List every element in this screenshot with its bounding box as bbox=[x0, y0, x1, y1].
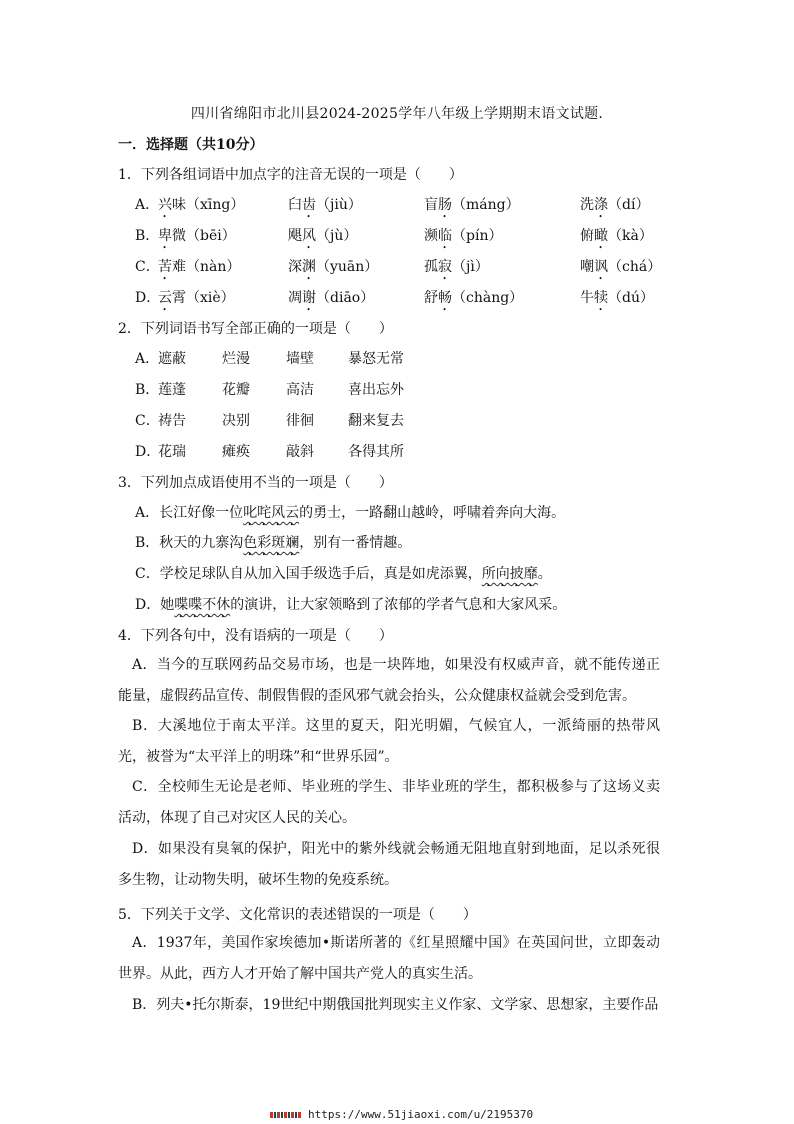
question-1-option-item: 卑微（bēi） bbox=[158, 228, 236, 244]
question-1-option-item: 云霄（xiè） bbox=[158, 290, 235, 306]
question-1-option-item: 凋谢（diāo） bbox=[288, 290, 375, 306]
question-2-option-item: 墙壁 bbox=[286, 351, 314, 367]
option-text: D．她 bbox=[135, 597, 175, 613]
question-2-option-item: 高洁 bbox=[286, 382, 314, 398]
footer-url[interactable] bbox=[270, 1108, 533, 1121]
question-2-option-item: 喜出忘外 bbox=[348, 382, 404, 398]
question-1-option-item: 牛犊（dú） bbox=[580, 290, 654, 306]
question-4-option-a: A．当今的互联网药品交易市场，也是一块阵地，如果没有权威声音，就不能传递正能量，虚假药品宣传、制假售假的歪风邪气就会抬头，公众健康权益就会受到危害。 bbox=[118, 657, 660, 704]
question-3-option-d bbox=[135, 594, 566, 621]
question-2-option-label: D． bbox=[135, 444, 161, 460]
question-5-stem: 5．下列关于文学、文化常识的表述错误的一项是（ ） bbox=[118, 907, 477, 923]
section-heading: 一．选择题（共10分） bbox=[118, 137, 264, 153]
question-2-option-item: 翻来复去 bbox=[348, 413, 404, 429]
question-5-option-a: A．1937年，美国作家埃德加•斯诺所著的《红星照耀中国》在英国问世，立即轰动世界。从此，西方人才开始了解中国共产党人的真实生活。 bbox=[118, 935, 660, 982]
question-5-option-b: B．列夫•托尔斯泰，19世纪中期俄国批判现实主义作家、文学家、思想家，主要作品 bbox=[132, 997, 659, 1013]
question-1-option-label: C． bbox=[135, 259, 160, 275]
question-2-option-item: 烂漫 bbox=[222, 351, 250, 367]
question-1-option-item: 兴味（xīng） bbox=[158, 197, 245, 213]
question-2-option-label: B． bbox=[135, 382, 160, 398]
question-2-option-label: A． bbox=[135, 351, 160, 367]
question-4-option-b: B．大溪地位于南太平洋。这里的夏天，阳光明媚，气候宜人，一派绮丽的热带风光，被誉为“太平洋上的明珠”和“世界乐园”。 bbox=[118, 718, 660, 765]
question-3-stem: 3．下列加点成语使用不当的一项是（ ） bbox=[118, 475, 393, 491]
question-1-option-item: 飓风（jù） bbox=[288, 228, 358, 244]
question-3-option-a bbox=[135, 502, 565, 529]
question-1-option-item: 深渊（yuān） bbox=[288, 259, 379, 275]
question-2-option-item: 暴怒无常 bbox=[348, 351, 404, 367]
question-4-option-d: D．如果没有臭氧的保护，阳光中的紫外线就会畅通无阻地直射到地面，足以杀死很多生物，让动物失明，破坏生物的免疫系统。 bbox=[118, 841, 660, 888]
question-1-option-item: 孤寂（jì） bbox=[424, 259, 489, 275]
question-4-stem: 4．下列各句中，没有语病的一项是（ ） bbox=[118, 628, 393, 644]
exam-title: 四川省绵阳市北川县2024-2025学年八年级上学期期末语文试题. bbox=[190, 106, 604, 122]
marked-idiom: 喋喋不休 bbox=[174, 597, 231, 613]
option-text: C．学校足球队自从加入国手级选手后，真是如虎添翼， bbox=[135, 566, 482, 582]
question-2-option-item: 莲蓬 bbox=[158, 382, 186, 398]
question-2-option-item: 遮蔽 bbox=[158, 351, 186, 367]
question-3-option-c bbox=[135, 563, 552, 590]
option-text: ，别有一番情趣。 bbox=[299, 535, 412, 551]
question-2-option-item: 花瓣 bbox=[222, 382, 250, 398]
marked-idiom: 色彩斑斓 bbox=[243, 535, 300, 551]
option-text: 的勇士，一路翻山越岭，呼啸着奔向大海。 bbox=[299, 505, 566, 521]
question-1-option-item: 俯瞰（kà） bbox=[580, 228, 653, 244]
question-2-stem: 2．下列词语书写全部正确的一项是（ ） bbox=[118, 321, 393, 337]
question-1-option-label: B． bbox=[135, 228, 160, 244]
option-text: 。 bbox=[537, 566, 552, 582]
question-1-option-item: 嘲讽（chá） bbox=[580, 259, 662, 275]
question-1-option-item: 盲肠（máng） bbox=[424, 197, 520, 213]
question-2-option-item: 徘徊 bbox=[286, 413, 314, 429]
site-logo-icon bbox=[270, 1112, 302, 1118]
option-text: B．秋天的九寨沟 bbox=[135, 535, 244, 551]
question-4-option-c: C．全校师生无论是老师、毕业班的学生、非毕业班的学生，都积极参与了这场义卖活动，体现了自己对灾区人民的关心。 bbox=[118, 779, 660, 826]
option-text: A．长江好像一位 bbox=[135, 505, 244, 521]
question-1-option-item: 苦难（nàn） bbox=[158, 259, 241, 275]
marked-idiom: 叱咤风云 bbox=[243, 505, 300, 521]
question-3-option-b bbox=[135, 532, 411, 559]
question-1-option-item: 臼齿（jiù） bbox=[288, 197, 362, 213]
footer-link-text[interactable]: https://www.51jiaoxi.com/u/2195370 bbox=[308, 1108, 534, 1121]
question-2-option-item: 敲斜 bbox=[286, 444, 314, 460]
question-1-stem: 1．下列各组词语中加点字的注音无误的一项是（ ） bbox=[118, 167, 463, 183]
question-1-option-label: D． bbox=[135, 290, 161, 306]
question-1-option-label: A． bbox=[135, 197, 160, 213]
option-text: 的演讲，让大家领略到了浓郁的学者气息和大家风采。 bbox=[230, 597, 567, 613]
question-1-option-item: 濒临（pín） bbox=[424, 228, 503, 244]
question-1-option-item: 舒畅（chàng） bbox=[424, 290, 524, 306]
question-2-option-item: 祷告 bbox=[158, 413, 186, 429]
question-2-option-item: 决别 bbox=[222, 413, 250, 429]
question-2-option-item: 花瑞 bbox=[158, 444, 186, 460]
question-2-option-label: C． bbox=[135, 413, 160, 429]
question-2-option-item: 各得其所 bbox=[348, 444, 404, 460]
question-2-option-item: 瘫痪 bbox=[222, 444, 250, 460]
marked-idiom: 所向披靡 bbox=[481, 566, 538, 582]
question-1-option-item: 洗涤（dí） bbox=[580, 197, 650, 213]
